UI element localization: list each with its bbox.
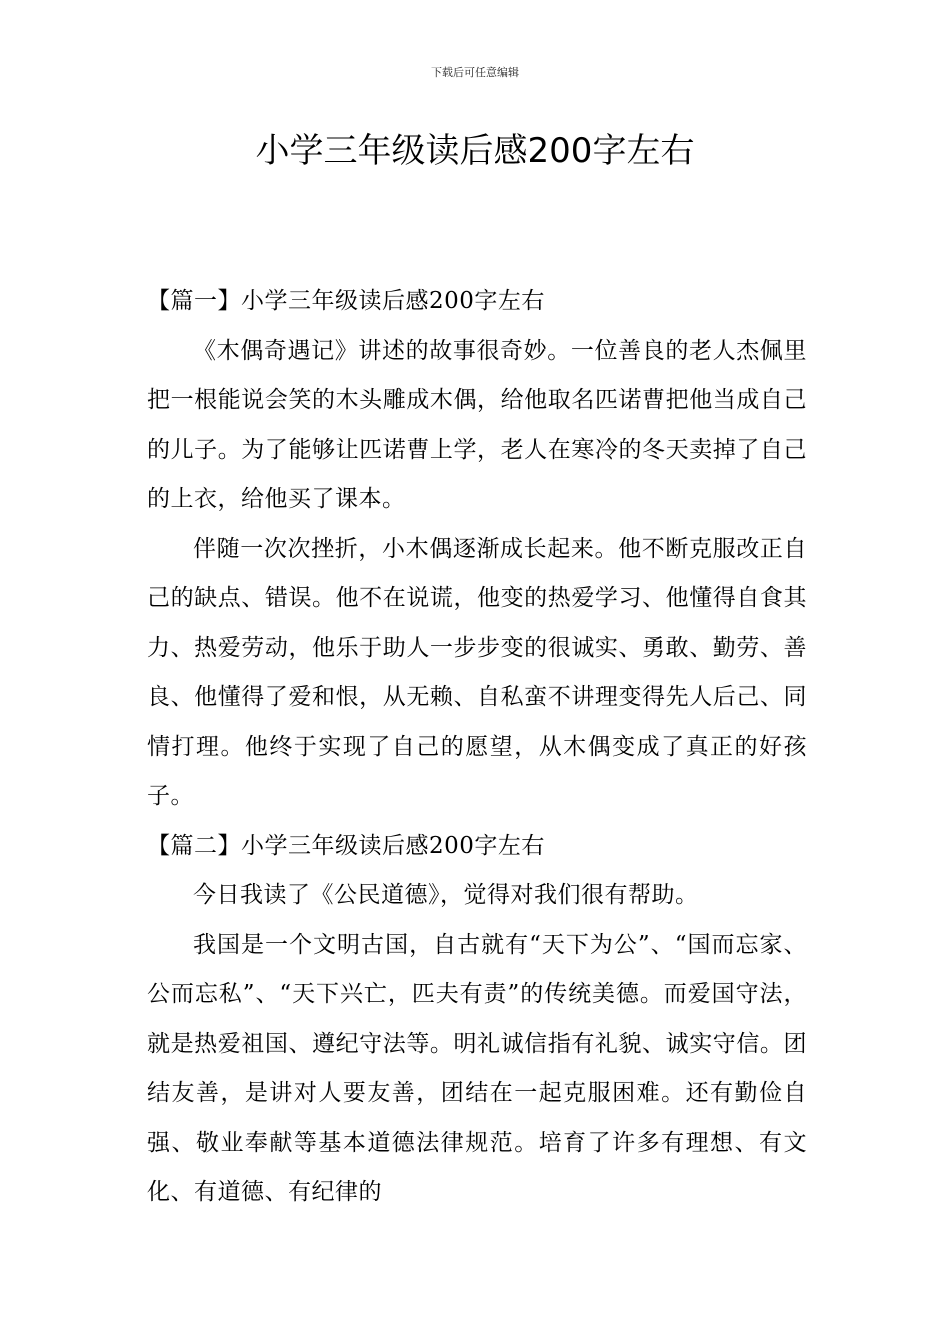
document-title: 小学三年级读后感200字左右 [255,131,695,171]
document-body [147,277,807,1218]
section-1-paragraph-1: 《木偶奇遇记》讲述的故事很奇妙。一位善良的老人杰佩里把一根能说会笑的木头雕成木偶，给他取名匹诺曹把他当成自己的儿子。为了能够让匹诺曹上学，老人在寒冷的冬天卖掉了自己的上衣，给他买了课本。 [147,337,807,512]
section-1-paragraph-2: 伴随一次次挫折，小木偶逐渐成长起来。他不断克服改正自己的缺点、错误。他不在说谎，他变的热爱学习、他懂得自食其力、热爱劳动，他乐于助人一步步变的很诚实、勇敢、勤劳、善良、他懂得了爱和恨，从无赖、自私蛮不讲理变得先人后己、同情打理。他终于实现了自己的愿望，从木偶变成了真正的好孩子。 [147,535,807,809]
page-header-note: 下载后可任意编辑 [431,66,519,79]
section-2-paragraph-1: 今日我读了《公民道德》，觉得对我们很有帮助。 [193,882,699,908]
section-heading-2: 【篇二】小学三年级读后感200字左右 [147,832,545,859]
section-2-paragraph-2: 我国是一个文明古国，自古就有“天下为公”、“国而忘家、公而忘私”、“天下兴亡，匹夫有责”的传统美德。而爱国守法，就是热爱祖国、遵纪守法等。明礼诚信指有礼貌、诚实守信。团结友善，是讲对人要友善，团结在一起克服困难。还有勤俭自强、敬业奉献等基本道德法律规范。培育了许多有理想、有文化、有道德、有纪律的 [147,931,807,1205]
section-heading-1: 【篇一】小学三年级读后感200字左右 [147,288,545,314]
